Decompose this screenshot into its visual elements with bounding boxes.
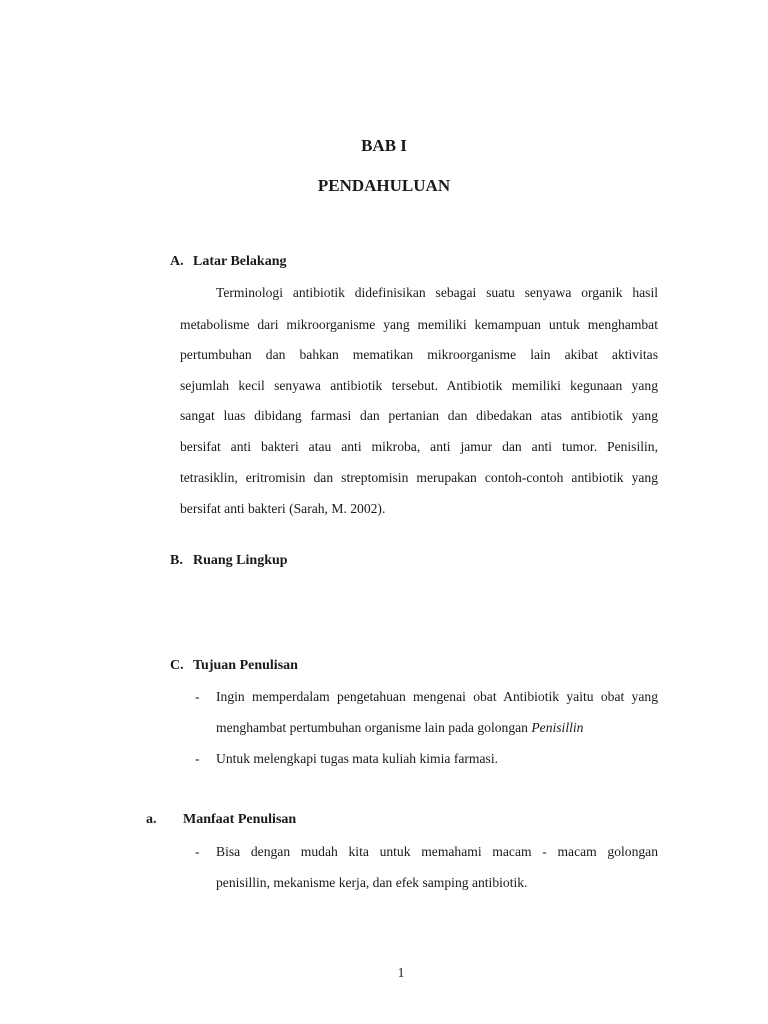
bullet-dash: - [195, 751, 200, 766]
paragraph-line: sangat luas dibidang farmasi dan pertanian dan dibedakan atas antibiotik yang [180, 408, 658, 423]
paragraph-line: bersifat anti bakteri atau anti mikroba, anti jamur dan anti tumor. Penisilin, [180, 439, 658, 454]
section-d-marker: a. [146, 812, 157, 827]
list-item: Bisa dengan mudah kita untuk memahami macam - macam golongan [216, 844, 658, 859]
section-a-title: Latar Belakang [193, 254, 287, 269]
section-a-marker: A. [170, 254, 184, 269]
page-number: 1 [397, 965, 405, 980]
bullet-dash: - [195, 689, 200, 704]
paragraph-line: bersifat anti bakteri (Sarah, M. 2002). [180, 501, 386, 516]
section-c-title: Tujuan Penulisan [193, 658, 298, 673]
chapter-label: BAB I [361, 136, 407, 155]
list-item: Untuk melengkapi tugas mata kuliah kimia farmasi. [216, 751, 498, 766]
section-b-marker: B. [170, 553, 183, 568]
bullet-dash: - [195, 844, 200, 859]
section-b-title: Ruang Lingkup [193, 553, 288, 568]
paragraph-line: tetrasiklin, eritromisin dan streptomisin merupakan contoh-contoh antibiotik yang [180, 470, 658, 485]
paragraph-line: pertumbuhan dan bahkan mematikan mikroorganisme lain akibat aktivitas [180, 347, 658, 362]
list-item-italic-term: Penisillin [531, 720, 584, 735]
list-item-continuation [216, 720, 583, 736]
list-item: Ingin memperdalam pengetahuan mengenai obat Antibiotik yaitu obat yang [216, 689, 658, 704]
paragraph-line: sejumlah kecil senyawa antibiotik tersebut. Antibiotik memiliki kegunaan yang [180, 378, 658, 393]
list-item-text: menghambat pertumbuhan organisme lain pada golongan [216, 720, 532, 735]
section-c-marker: C. [170, 658, 184, 673]
list-item-continuation: penisillin, mekanisme kerja, dan efek samping antibiotik. [216, 875, 528, 890]
paragraph-line: metabolisme dari mikroorganisme yang memiliki kemampuan untuk menghambat [180, 317, 658, 332]
paragraph-line: Terminologi antibiotik didefinisikan sebagai suatu senyawa organik hasil [216, 285, 658, 300]
chapter-title: PENDAHULUAN [317, 176, 451, 195]
section-d-title: Manfaat Penulisan [183, 812, 297, 827]
